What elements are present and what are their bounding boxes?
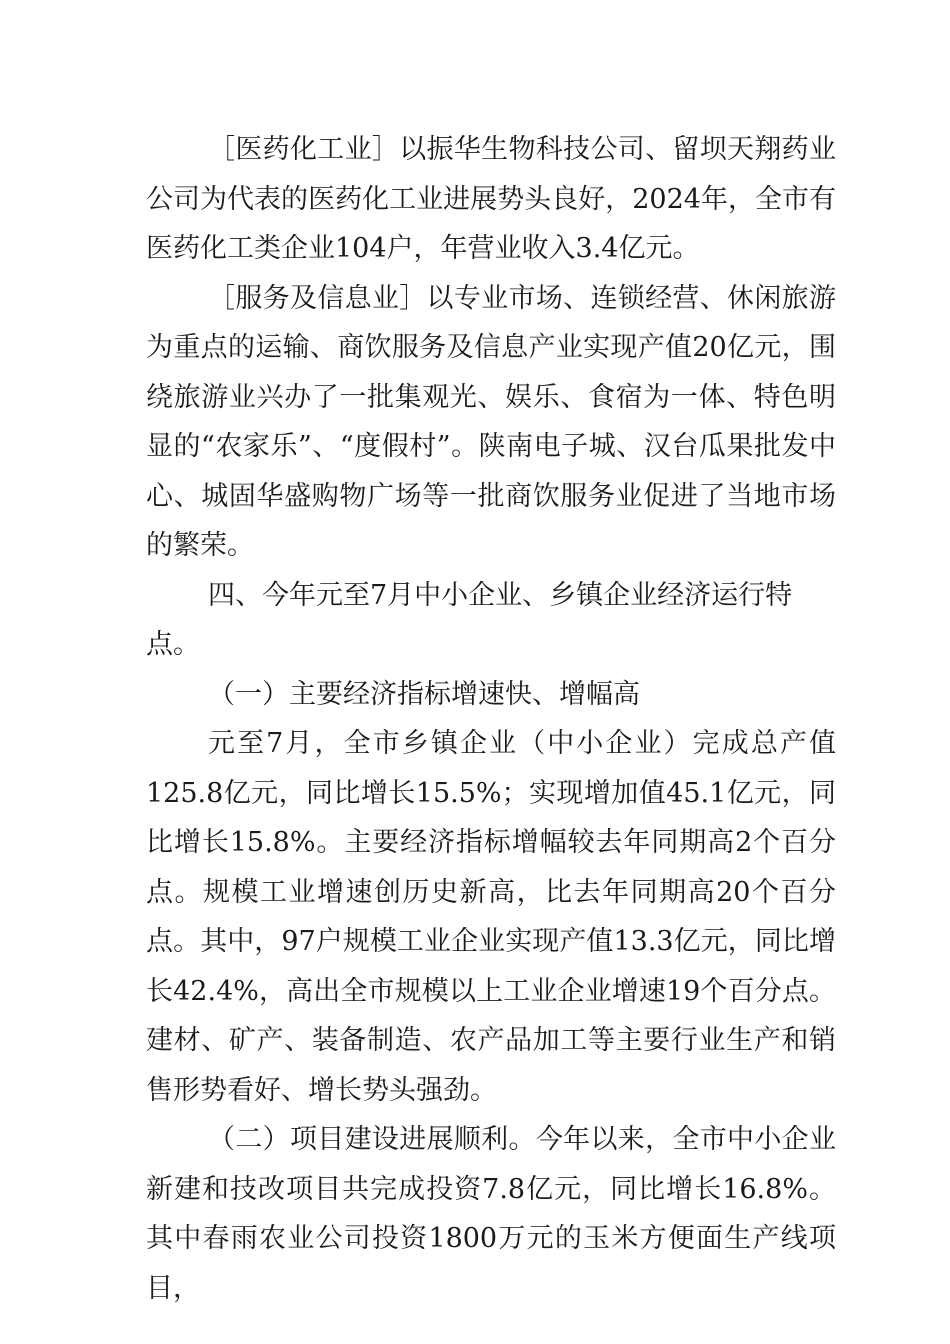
paragraph-services-industry: ［服务及信息业］以专业市场、连锁经营、休闲旅游为重点的运输、商饮服务及信息产业实现产值20亿元，围绕旅游业兴办了一批集观光、娱乐、食宿为一体、特色明显的“农家乐”、“度假村”。陕南电子城、汉台瓜果批发中心、城固华盛购物广场等一批商饮服务业促进了当地市场的繁荣。: [146, 282, 836, 561]
subsection-2-body: （二）项目建设进展顺利。今年以来，全市中小企业新建和技改项目共完成投资7.8亿元，同比增长16.8%。其中春雨农业公司投资1800万元的玉米方便面生产线项目，: [146, 1124, 836, 1304]
paragraph-pharma-industry: ［医药化工业］以振华生物科技公司、留坝天翔药业公司为代表的医药化工业进展势头良好，2024年，全市有医药化工类企业104户，年营业收入3.4亿元。: [146, 134, 836, 264]
section-heading: 四、今年元至7月中小企业、乡镇企业经济运行特点。: [146, 579, 793, 660]
document-body: [146, 125, 836, 1313]
subsection-1-body: 元至7月，全市乡镇企业（中小企业）完成总产值125.8亿元，同比增长15.5%；实现增加值45.1亿元，同比增长15.8%。主要经济指标增幅较去年同期高2个百分点。规模工业增速创历史新高，比去年同期高20个百分点。其中，97户规模工业企业实现产值13.3亿元，同比增长42.4%，高出全市规模以上工业企业增速19个百分点。建材、矿产、装备制造、农产品加工等主要行业生产和销售形势看好、增长势头强劲。: [146, 728, 836, 1106]
subsection-1-heading: （一）主要经济指标增速快、增幅高: [208, 678, 640, 710]
